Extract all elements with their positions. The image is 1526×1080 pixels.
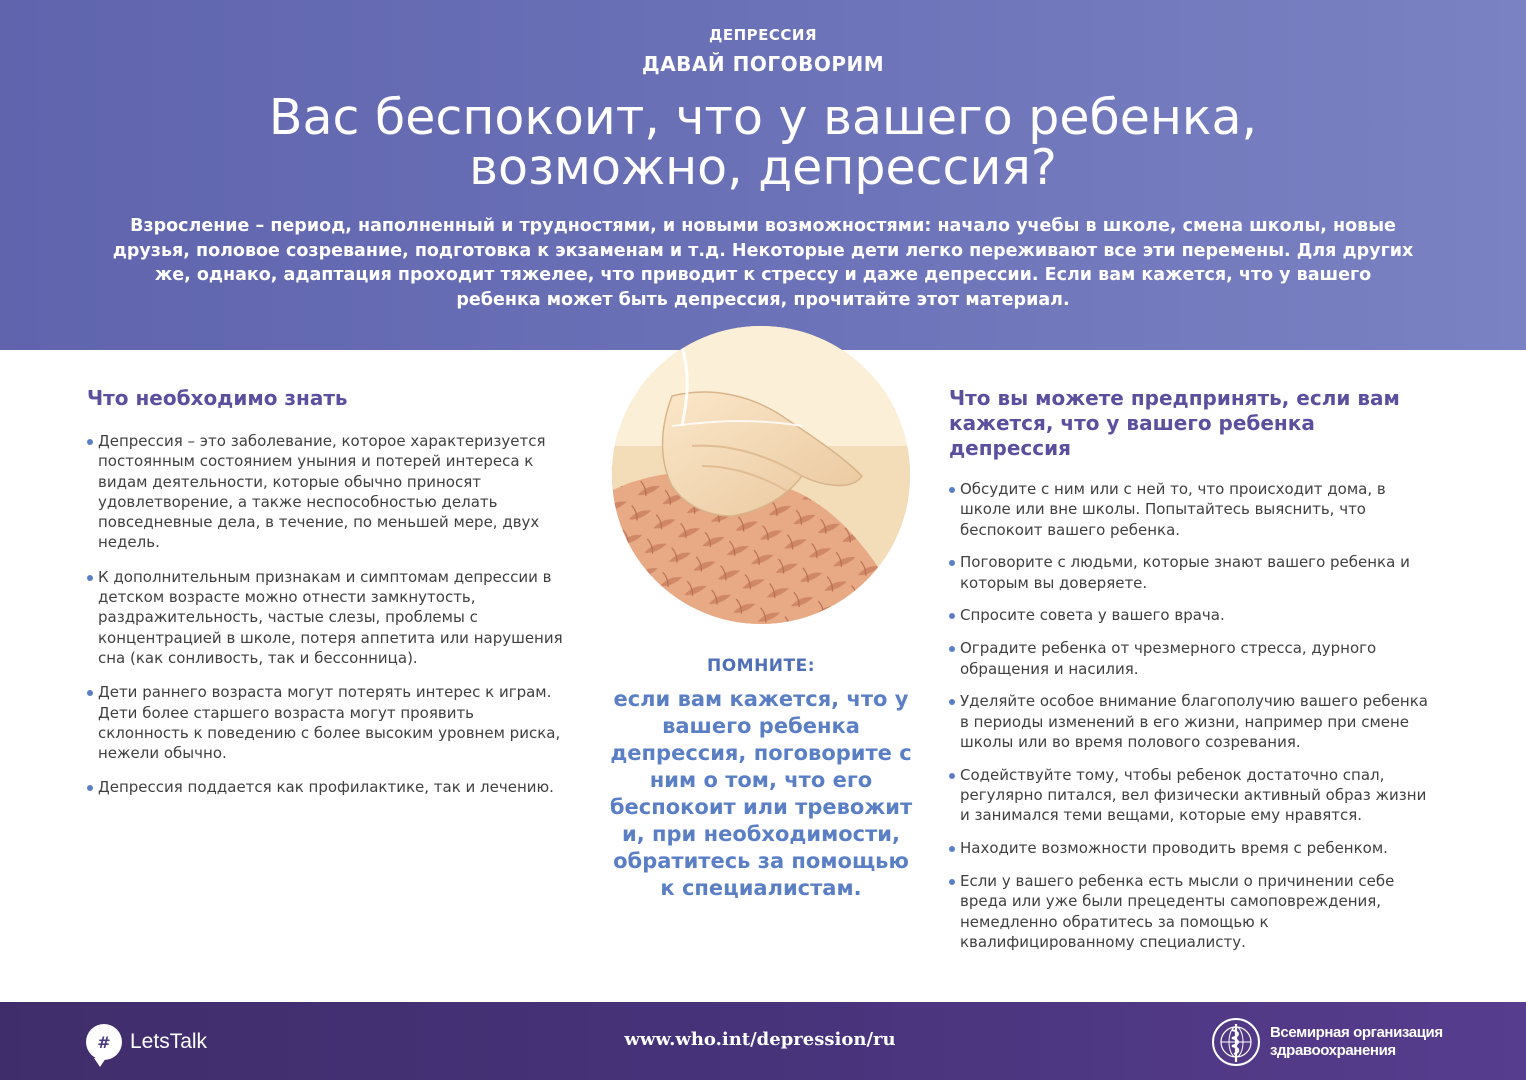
letstalk-label: LetsTalk bbox=[130, 1030, 208, 1053]
hand-illustration bbox=[612, 326, 910, 624]
list-item: Поговорите с людьми, которые знают вашего ребенка и которым вы доверяете. bbox=[949, 552, 1439, 593]
list-item: К дополнительным признакам и симптомам депрессии в детском возрасте можно отнести замкнутость, раздражительность, частые слезы, проблемы с концентрацией в школе, потеря аппетита или нарушения сна (как сонливость, так и бессонница). bbox=[87, 567, 567, 668]
who-name-line-2: здравоохранения bbox=[1270, 1042, 1396, 1059]
intro-paragraph: Взросление – период, наполненный и трудностями, и новыми возможностями: начало учебы в школе, смена школы, новые друзья, половое созревание, подготовка к экзаменам и т.д. Некоторые дети легко переживают все эти перемены. Для других же, однако, адаптация проходит тяжелее, что приводит к стрессу и даже депрессии. Если вам кажется, что у вашего ребенка может быть депрессия, прочитайте этот материал. bbox=[112, 216, 1414, 310]
title-line-1: Вас беспокоит, что у вашего ребенка, bbox=[268, 89, 1258, 146]
header-banner bbox=[0, 0, 1526, 350]
remember-label: ПОМНИТЕ: bbox=[706, 656, 816, 676]
title-line-2: возможно, депрессия? bbox=[469, 139, 1057, 196]
what-to-know-heading: Что необходимо знать bbox=[87, 386, 348, 410]
what-you-can-do-section bbox=[949, 386, 1439, 965]
topic-label: ДЕПРЕССИЯ bbox=[708, 26, 818, 44]
list-item: Если у вашего ребенка есть мысли о причинении себе вреда или уже были прецеденты самоповреждения, немедленно обратитесь за помощью к квалифицированному специалисту. bbox=[949, 871, 1439, 952]
what-you-can-do-heading: Что вы можете предпринять, если вам кажется, что у вашего ребенка депрессия bbox=[949, 386, 1400, 460]
page-title bbox=[150, 89, 1376, 196]
what-you-can-do-list bbox=[949, 479, 1439, 952]
campaign-label: ДАВАЙ ПОГОВОРИМ bbox=[641, 52, 885, 76]
who-logo bbox=[1210, 1016, 1443, 1068]
hand-on-shoulder-image bbox=[612, 326, 910, 624]
what-to-know-list bbox=[87, 431, 567, 798]
remember-callout: если вам кажется, что у вашего ребенка депрессия, поговорите с ним о том, что его беспокоит или тревожит и, при необходимости, обратитесь за помощью к специалистам. bbox=[609, 687, 913, 900]
list-item: Содействуйте тому, чтобы ребенок достаточно спал, регулярно питался, вел физически активный образ жизни и занимался теми вещами, которые ему нравятся. bbox=[949, 765, 1439, 826]
list-item: Депрессия – это заболевание, которое характеризуется постоянным состоянием уныния и потерей интереса к видам деятельности, которые обычно приносят удовлетворение, а также неспособностью делать повседневные дела, в течение, по меньшей мере, двух недель. bbox=[87, 431, 567, 553]
website-link[interactable]: www.who.int/depression/ru bbox=[624, 1029, 896, 1050]
who-emblem-icon bbox=[1210, 1016, 1262, 1068]
what-to-know-section bbox=[87, 386, 567, 812]
list-item: Находите возможности проводить время с ребенком. bbox=[949, 838, 1439, 858]
speech-bubble-hashtag-icon: # bbox=[86, 1024, 122, 1060]
list-item: Оградите ребенка от чрезмерного стресса, дурного обращения и насилия. bbox=[949, 638, 1439, 679]
list-item: Спросите совета у вашего врача. bbox=[949, 605, 1439, 625]
letstalk-logo bbox=[86, 1022, 207, 1062]
who-name-line-1: Всемирная организация bbox=[1270, 1024, 1443, 1041]
who-name bbox=[1270, 1024, 1443, 1060]
footer-bar bbox=[0, 1002, 1526, 1080]
list-item: Обсудите с ним или с ней то, что происходит дома, в школе или вне школы. Попытайтесь выяснить, что беспокоит вашего ребенка. bbox=[949, 479, 1439, 540]
list-item: Уделяйте особое внимание благополучию вашего ребенка в периоды изменений в его жизни, например при смене школы или во время полового созревания. bbox=[949, 691, 1439, 752]
list-item: Дети раннего возраста могут потерять интерес к играм. Дети более старшего возраста могут проявить склонность к поведению с более высоким уровнем риска, нежели обычно. bbox=[87, 682, 567, 763]
list-item: Депрессия поддается как профилактике, так и лечению. bbox=[87, 777, 567, 797]
